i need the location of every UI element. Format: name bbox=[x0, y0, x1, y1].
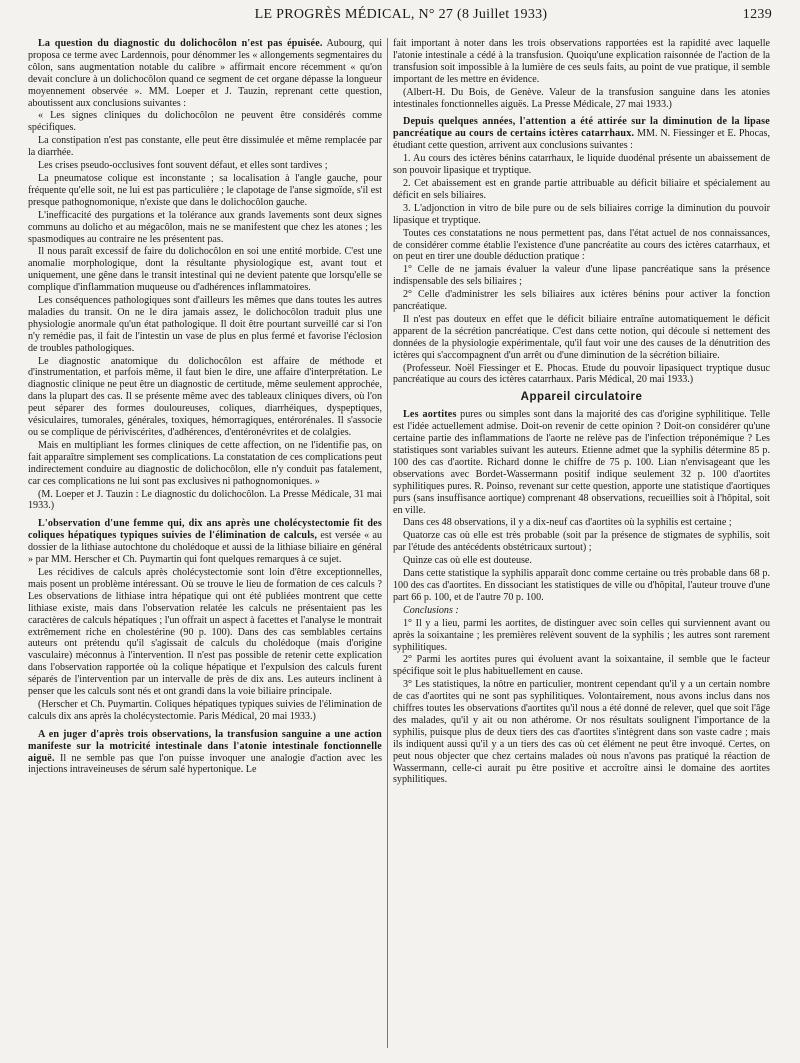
article-paragraph: Quinze cas où elle est douteuse. bbox=[403, 555, 532, 567]
article-lead: A en juger d'après trois observations, la transfusion sanguine a une action manifeste sur la motricité intestinale dans l'atonie intestinale fonctionnelle aiguë. bbox=[28, 728, 382, 764]
article-paragraph: 1. Au cours des ictères bénins catarrhaux, le liquide duodénal présente un abaissement de son pouvoir lipasique et tryptique. bbox=[393, 153, 770, 177]
article-paragraph: 3° Les statistiques, la nôtre en particulier, montrent cependant qu'il y a un certain nombre de cas d'aortites qui ne sont pas syphilitiques. Volontairement, nous avons inclus dans nos chiffres toutes les observations d'aortites qu'il nous a été donné de relever, quel que soit l'âge des malades, qu'il y ait ou non athérome. Or nos résultats soulignent l'importance de la syphilis, puisque plus de deux tiers des cas d'aortites s'intègrent dans son vaste cadre ; mais ils indiquent aussi qu'il y a un tiers des cas où cet élément ne peut être invoqué. Certes, on peut nous objecter que chez certains malades où nous n'avons pas pratiqué la réaction de Wassermann, celle-ci aurait pu être positive et accroître ainsi le domaine des aortites syphilitiques. bbox=[393, 679, 770, 786]
article-paragraph: 2. Cet abaissement est en grande partie attribuable au déficit biliaire et spécialement au déficit en sels biliaires. bbox=[393, 177, 770, 201]
article-paragraph: fait important à noter dans les trois observations rapportées est la rapidité avec laquelle l'atonie intestinale a cédé à la transfusion. Quoiqu'une explication raisonnée de l'action de la transfusion soit impossible à la lumière de ces seuls faits, au point de vue pratique, il semble important de les mettre en évidence. bbox=[393, 38, 770, 85]
article-paragraph: 1° Il y a lieu, parmi les aortites, de distinguer avec soin celles qui surviennent avant ou après la soixantaine ; les premières relèvent souvent de la syphilis ; les autres sont rarement syphilitiques. bbox=[393, 617, 770, 653]
article-lead: La question du diagnostic du dolichocôlon n'est pas épuisée. bbox=[38, 38, 323, 49]
article-reference: (Albert-H. Du Bois, de Genève. Valeur de la transfusion sanguine dans les atonies intestinales fonctionnelles aiguës. La Presse Médicale, 27 mai 1933.) bbox=[393, 86, 770, 110]
article-paragraph: Quatorze cas où elle est très probable (soit par la présence de stigmates de syphilis, soit par l'étude des antécédents obstétricaux surtout) ; bbox=[393, 530, 770, 554]
page-number: 1239 bbox=[742, 7, 772, 22]
article-paragraph: Les aortites pures ou simples sont dans la majorité des cas d'origine syphilitique. Telle est l'idée actuellement admise. Doit-on revenir de cette opinion ? Doit-on considérer qu'une certaine partie des inflammations de l'aorte ne relève pas de l'infection tréponémique ? Les statistiques sont variables suivant les auteurs. Etienne admet que la syphilis détermine 85 p. 100 des cas d'aortite. Richard donne le chiffre de 75 p. 100. Lian n'envisageant que les observations avec Bordet-Wassermann positif indique seulement 32 p. 100 d'aortites syphilitiques pures. R. Poinso, revenant sur cette question, apporte une statistique d'aortiques purs (sans insuffisance aortique) comprenant 48 observations, recueillies soit à l'hôpital, soit en ville. bbox=[393, 409, 770, 516]
article-paragraph: Les récidives de calculs après cholécystectomie sont loin d'être exceptionnelles, mais posent un problème intéressant. Où se trouve le lieu de formation de ces calculs ? Les observations de lithiase intra hépatique qui ont été publiées montrent que cette lithiase existe, mais dans l'observation relatée les calculs ne présentaient pas les caractères de calculs hépatiques ; l'un offrait un aspect à facettes et l'analyse le montrait extrêmement riche en cholestérine (90 p. 100). Dans des cas semblables certains auteurs ont prétendu qu'il s'agissait de calculs du cholédoque (mais d'origine vasculaire) méconnus à l'intervention. Il n'est pas possible de retenir cette explication dans l'observation rapportée où la colique hépatique et l'expulsion des calculs furent séparés de l'intervention par un intervalle de près de dix ans. Les auteurs inclinent à penser que les calculs sont nés et ont grandi dans la voie biliaire principale. bbox=[28, 566, 382, 698]
column-divider bbox=[387, 38, 388, 1048]
article-reference: (M. Loeper et J. Tauzin : Le diagnostic du dolichocôlon. La Presse Médicale, 31 mai 1933.) bbox=[28, 488, 382, 512]
article-paragraph: Les crises pseudo-occlusives font souvent défaut, et elles sont tardives ; bbox=[38, 160, 328, 172]
article-paragraph: A en juger d'après trois observations, la transfusion sanguine a une action manifeste sur la motricité intestinale dans l'atonie intestinale fonctionnelle aiguë. Il ne semble pas que l'on puisse invoquer une analogie d'action avec les injections intraveineuses de sérum salé hypertonique. Le bbox=[28, 728, 382, 776]
article-paragraph: 2° Parmi les aortites pures qui évoluent avant la soixantaine, il semble que le facteur spécifique soit le plus habituellement en cause. bbox=[393, 654, 770, 678]
running-header bbox=[30, 7, 772, 25]
article-paragraph: Dans ces 48 observations, il y a dix-neuf cas d'aortites où la syphilis est certaine ; bbox=[403, 517, 732, 529]
journal-title: LE PROGRÈS MÉDICAL, N° 27 (8 Juillet 1933) bbox=[254, 7, 548, 22]
article-paragraph: Le diagnostic anatomique du dolichocôlon est affaire de méthode et d'instrumentation, et parfois même, il faut bien le dire, une affaire d'interprétation. Le diagnostic clinique ne peut être un diagnostic de certitude, même seulement approchée, dans la plupart des cas. Il se présente même avec des tableaux cliniques divers, où l'on peut séparer des formes douloureuses, coliques, diarrhéiques, dyspeptiques, vésiculaires, tumorales, générales, toxiques, hémorragiques, entérorénales. Il s'associe ou se complique de périviscérites, d'adhérences, d'entéronévrites et de colalgies. bbox=[28, 355, 382, 438]
article-paragraph: Il nous paraît excessif de faire du dolichocôlon en soi une entité morbide. C'est une anomalie morphologique, dont la résultante physiologique est, avant tout et uniquement, une gêne dans le transit intestinal qui ne devient patente que lorsqu'elle se complique d'inflammation muqueuse ou d'adhérences inflammatoires. bbox=[28, 246, 382, 294]
article-reference: (Herscher et Ch. Puymartin. Coliques hépatiques typiques suivies de l'élimination de calculs dix ans après la cholécystectomie. Paris Médical, 20 mai 1933.) bbox=[28, 698, 382, 722]
article-lead: L'observation d'une femme qui, dix ans après une cholécystectomie fit des coliques hépatiques typiques suivies de l'élimination de calculs, bbox=[28, 518, 382, 542]
article-paragraph: Dans cette statistique la syphilis apparaît donc comme certaine ou très probable dans 68 p. 100 des cas d'aortites. En dissociant les statistiques de ville ou d'hôpital, l'auteur trouve d'une part 66 p. 100, et de l'autre 70 p. 100. bbox=[393, 568, 770, 603]
article-paragraph: La pneumatose colique est inconstante ; sa localisation à l'angle gauche, pour fréquente qu'elle soit, ne lui est pas particulière ; le clapotage de l'anse sigmoïde, s'il est presque pathognomonique, n'existe que dans le dolichocôlon gauche. bbox=[28, 172, 382, 208]
article-paragraph: Mais en multipliant les formes cliniques de cette affection, on ne l'identifie pas, on fait apparaître simplement ses complications. La constatation de ces complications peut indirectement conduire au diagnostic de dolichocôlon, elle n'y conduit pas fatalement, car ces complications ne lui sont pas exclusives ni pathognomoniques. » bbox=[28, 439, 382, 487]
left-column bbox=[28, 38, 382, 777]
article-paragraph: Il n'est pas douteux en effet que le déficit biliaire entraîne automatiquement le déficit apparent de la sécrétion pancréatique. C'est dans cette notion, qui découle si nettement des données de la physiologie expérimentale, qu'il faut voir une des causes de la dénutrition des ictères qui s'accompagnent d'un arrêt ou d'une diminution de la sécrétion biliaire. bbox=[393, 313, 770, 361]
section-heading: Appareil circulatoire bbox=[520, 391, 643, 404]
article-paragraph: La constipation n'est pas constante, elle peut être dissimulée et même remplacée par la diarrhée. bbox=[28, 135, 382, 159]
article-paragraph: La question du diagnostic du dolichocôlon n'est pas épuisée. Aubourg, qui proposa ce terme avec Lardennois, pour dénommer les « allongements segmentaires du côlon, sans augmentation notable du calibre » affirmait encore récemment « qu'on devait conclure à un dolichocôlon quand ce segment de cet organe dépasse la longueur moyennement observée ». MM. Loeper et J. Tauzin, reprenant cette question, aboutissent aux conclusions suivantes : bbox=[28, 38, 383, 109]
article-paragraph: Toutes ces constatations ne nous permettent pas, dans l'état actuel de nos connaissances, de considérer comme établie l'existence d'une pancréatite au cours des ictères catarrhaux, et on peut en tirer une double déduction pratique : bbox=[393, 227, 770, 263]
article-paragraph: « Les signes cliniques du dolichocôlon ne peuvent être considérés comme spécifiques. bbox=[28, 110, 382, 134]
article-reference: (Professeur. Noël Fiessinger et E. Phocas. Etude du pouvoir lipasiquect tryptique dusuc pancréatique au cours des ictères catarrhaux. Paris Médical, 20 mai 1933.) bbox=[393, 362, 770, 386]
article-lead: Les aortites bbox=[403, 409, 457, 421]
article-paragraph: L'observation d'une femme qui, dix ans après une cholécystectomie fit des coliques hépatiques typiques suivies de l'élimination de calculs, est versée « au dossier de la lithiase autochtone du cholédoque et aussi de la lithiase biliaire en général » par MM. Herscher et Ch. Puymartin qui font quelques remarques à ce sujet. bbox=[28, 518, 382, 566]
article-paragraph: 3. L'adjonction in vitro de bile pure ou de sels biliaires corrige la diminution du pouvoir lipasique et tryptique. bbox=[393, 202, 770, 226]
article-paragraph: Conclusions : bbox=[403, 604, 459, 616]
article-paragraph: 2° Celle d'administrer les sels biliaires aux ictères bénins pour activer la fonction pancréatique. bbox=[393, 289, 770, 313]
article-paragraph: 1° Celle de ne jamais évaluer la valeur d'une lipase pancréatique sans la présence indispensable des sels biliaires ; bbox=[393, 264, 770, 288]
article-lead: Depuis quelques années, l'attention a été attirée sur la diminution de la lipase pancréatique au cours de certains ictères catarrhaux. bbox=[393, 116, 770, 140]
article-paragraph: Les conséquences pathologiques sont d'ailleurs les mêmes que dans toutes les autres maladies du transit. On ne le dira jamais assez, le dolichocôlon traduit plus une physiologie anormale qu'un état pathologique. Il doit être pourtant surveillé car si l'on n'y remédie pas, il fait de l'intestin un vase de plus en plus fermé et favorise l'éclosion de troubles pathologiques. bbox=[28, 295, 382, 354]
article-paragraph: Depuis quelques années, l'attention a été attirée sur la diminution de la lipase pancréatique au cours de certains ictères catarrhaux. MM. N. Fiessinger et E. Phocas, étudiant cette question, arrivent aux conclusions suivantes : bbox=[393, 116, 770, 152]
right-column bbox=[393, 38, 770, 787]
article-paragraph: L'inefficacité des purgations et la tolérance aux grands lavements sont deux signes communs au dolicho et au mégacôlon, mais ne se manifestent que chez les atones ; les spasmodiques au contraire ne les présentent pas. bbox=[28, 209, 382, 245]
